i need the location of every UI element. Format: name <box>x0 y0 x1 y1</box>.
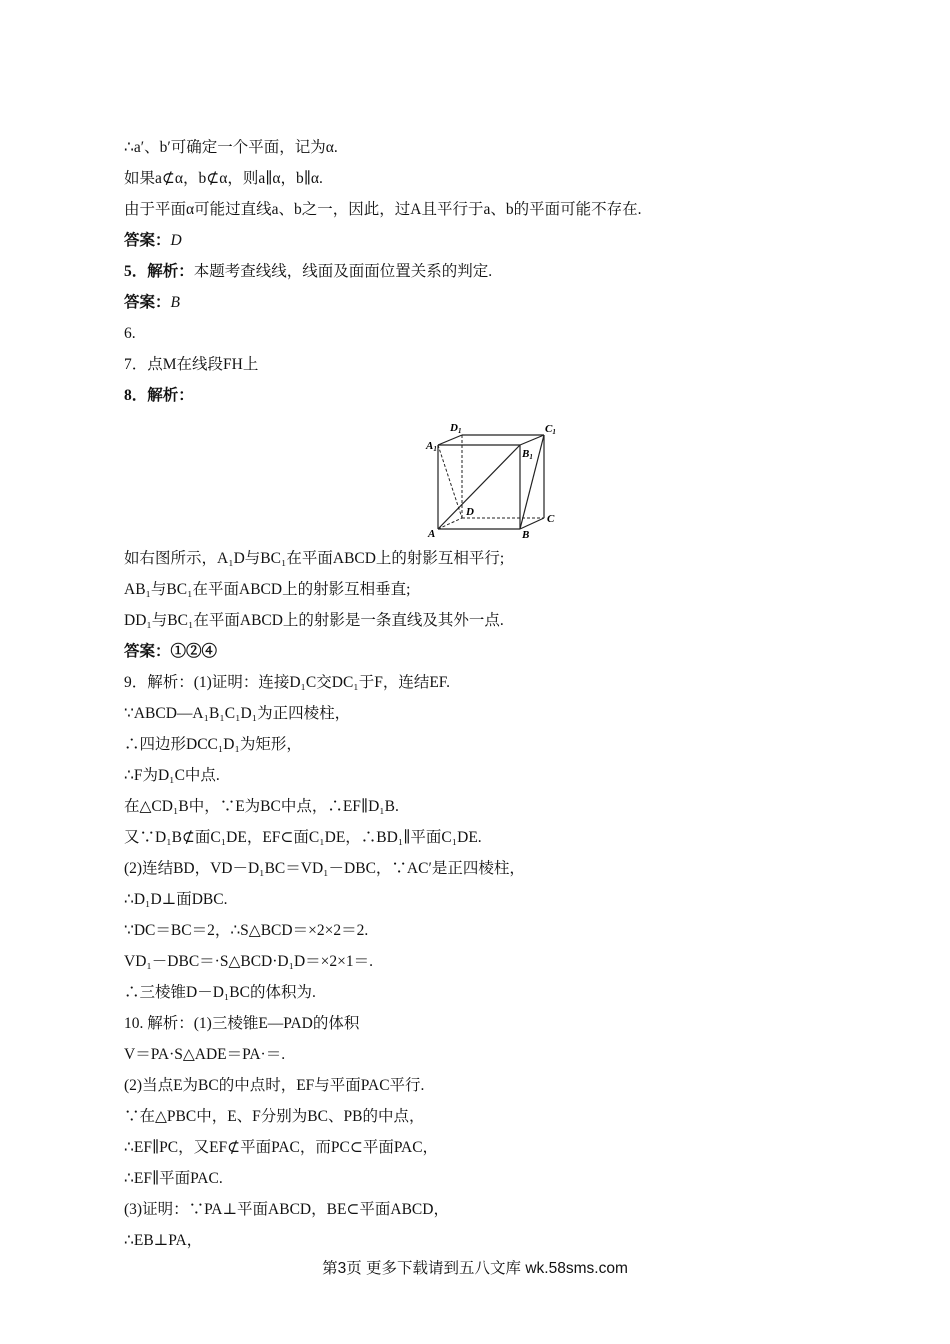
label-c: C <box>547 513 555 525</box>
text-line: ∴EB⊥PA， <box>124 1232 203 1249</box>
answer-line <box>124 225 844 256</box>
answer-line: 答案：①②④ <box>124 643 218 660</box>
text-line: ∴EF∥平面PAC. <box>124 1170 223 1187</box>
answer-value: D <box>170 232 182 249</box>
text-line: (2)连结BD，VD－D₁BC＝VD₁－DBC，∵AC′是正四棱柱， <box>124 860 525 877</box>
text-line: VD₁－DBC＝·S△BCD·D₁D＝×2×1＝. <box>124 953 374 970</box>
problem-label: 8．解析： <box>124 387 194 404</box>
text-line: 在△CD₁B中，∵E为BC中点，∴EF∥D₁B. <box>124 798 399 815</box>
text-line: ∴a′、b′可确定一个平面，记为α. <box>124 139 338 156</box>
text-line: ∴EF∥PC，又EF⊄平面PAC，而PC⊂平面PAC， <box>124 1139 439 1156</box>
answer-label: 答案： <box>124 232 171 249</box>
text-line: 如果a⊄α，b⊄α，则a∥α，b∥α. <box>124 170 323 187</box>
problem-text: 本题考查线线，线面及面面位置关系的判定. <box>193 263 493 280</box>
text-line: 10. 解析：(1)三棱锥E—PAD的体积 <box>124 1015 360 1032</box>
text-line: ∵DC＝BC＝2，∴S△BCD＝×2×2＝2. <box>124 922 369 939</box>
label-a1: A1 <box>426 440 437 453</box>
text-line: (2)当点E为BC的中点时，EF与平面PAC平行. <box>124 1077 425 1094</box>
text-line: 6. <box>124 325 136 342</box>
text-line: ∵在△PBC中，E、F分别为BC、PB的中点， <box>124 1108 425 1125</box>
text-line <box>124 256 844 287</box>
page-footer: 第3页 更多下载请到五八文库 wk.58sms.com <box>322 1260 628 1277</box>
label-b1: B1 <box>522 448 533 461</box>
text-line: AB₁与BC₁在平面ABCD上的射影互相垂直; <box>124 581 411 598</box>
text-line: ∵ABCD—A₁B₁C₁D₁为正四棱柱， <box>124 705 351 722</box>
text-line: ∴三棱锥D－D₁BC的体积为. <box>124 984 316 1001</box>
label-a: A <box>428 528 436 539</box>
answer-label: 答案： <box>124 294 171 311</box>
label-d1: D1 <box>450 422 462 435</box>
text-line: ∴F为D₁C中点. <box>124 767 220 784</box>
answer-line <box>124 287 844 318</box>
text-line: 又∵D₁B⊄面C₁DE，EF⊂面C₁DE，∴BD₁∥平面C₁DE. <box>124 829 482 846</box>
text-line: ∴D₁D⊥面DBC. <box>124 891 228 908</box>
text-line: 7．点M在线段FH上 <box>124 356 259 373</box>
text-line: 由于平面α可能过直线a、b之一，因此，过A且平行于a、b的平面可能不存在. <box>124 201 642 218</box>
cube-figure <box>124 411 844 543</box>
cube-diagram <box>424 411 564 539</box>
solution-text <box>124 132 844 1256</box>
text-line: 9．解析：(1)证明：连接D₁C交DC₁于F，连结EF. <box>124 674 451 691</box>
label-b: B <box>522 529 530 539</box>
label-c1: C1 <box>545 423 556 436</box>
text-line: V＝PA·S△ADE＝PA·＝. <box>124 1046 286 1063</box>
text-line: DD₁与BC₁在平面ABCD上的射影是一条直线及其外一点. <box>124 612 504 629</box>
answer-value: B <box>170 294 180 311</box>
text-line: (3)证明：∵PA⊥平面ABCD，BE⊂平面ABCD， <box>124 1201 449 1218</box>
label-d: D <box>466 506 474 518</box>
text-line: ∴四边形DCC₁D₁为矩形， <box>124 736 302 753</box>
problem-label: 5．解析： <box>124 263 194 280</box>
text-line: 如右图所示，A₁D与BC₁在平面ABCD上的射影互相平行; <box>124 550 505 567</box>
